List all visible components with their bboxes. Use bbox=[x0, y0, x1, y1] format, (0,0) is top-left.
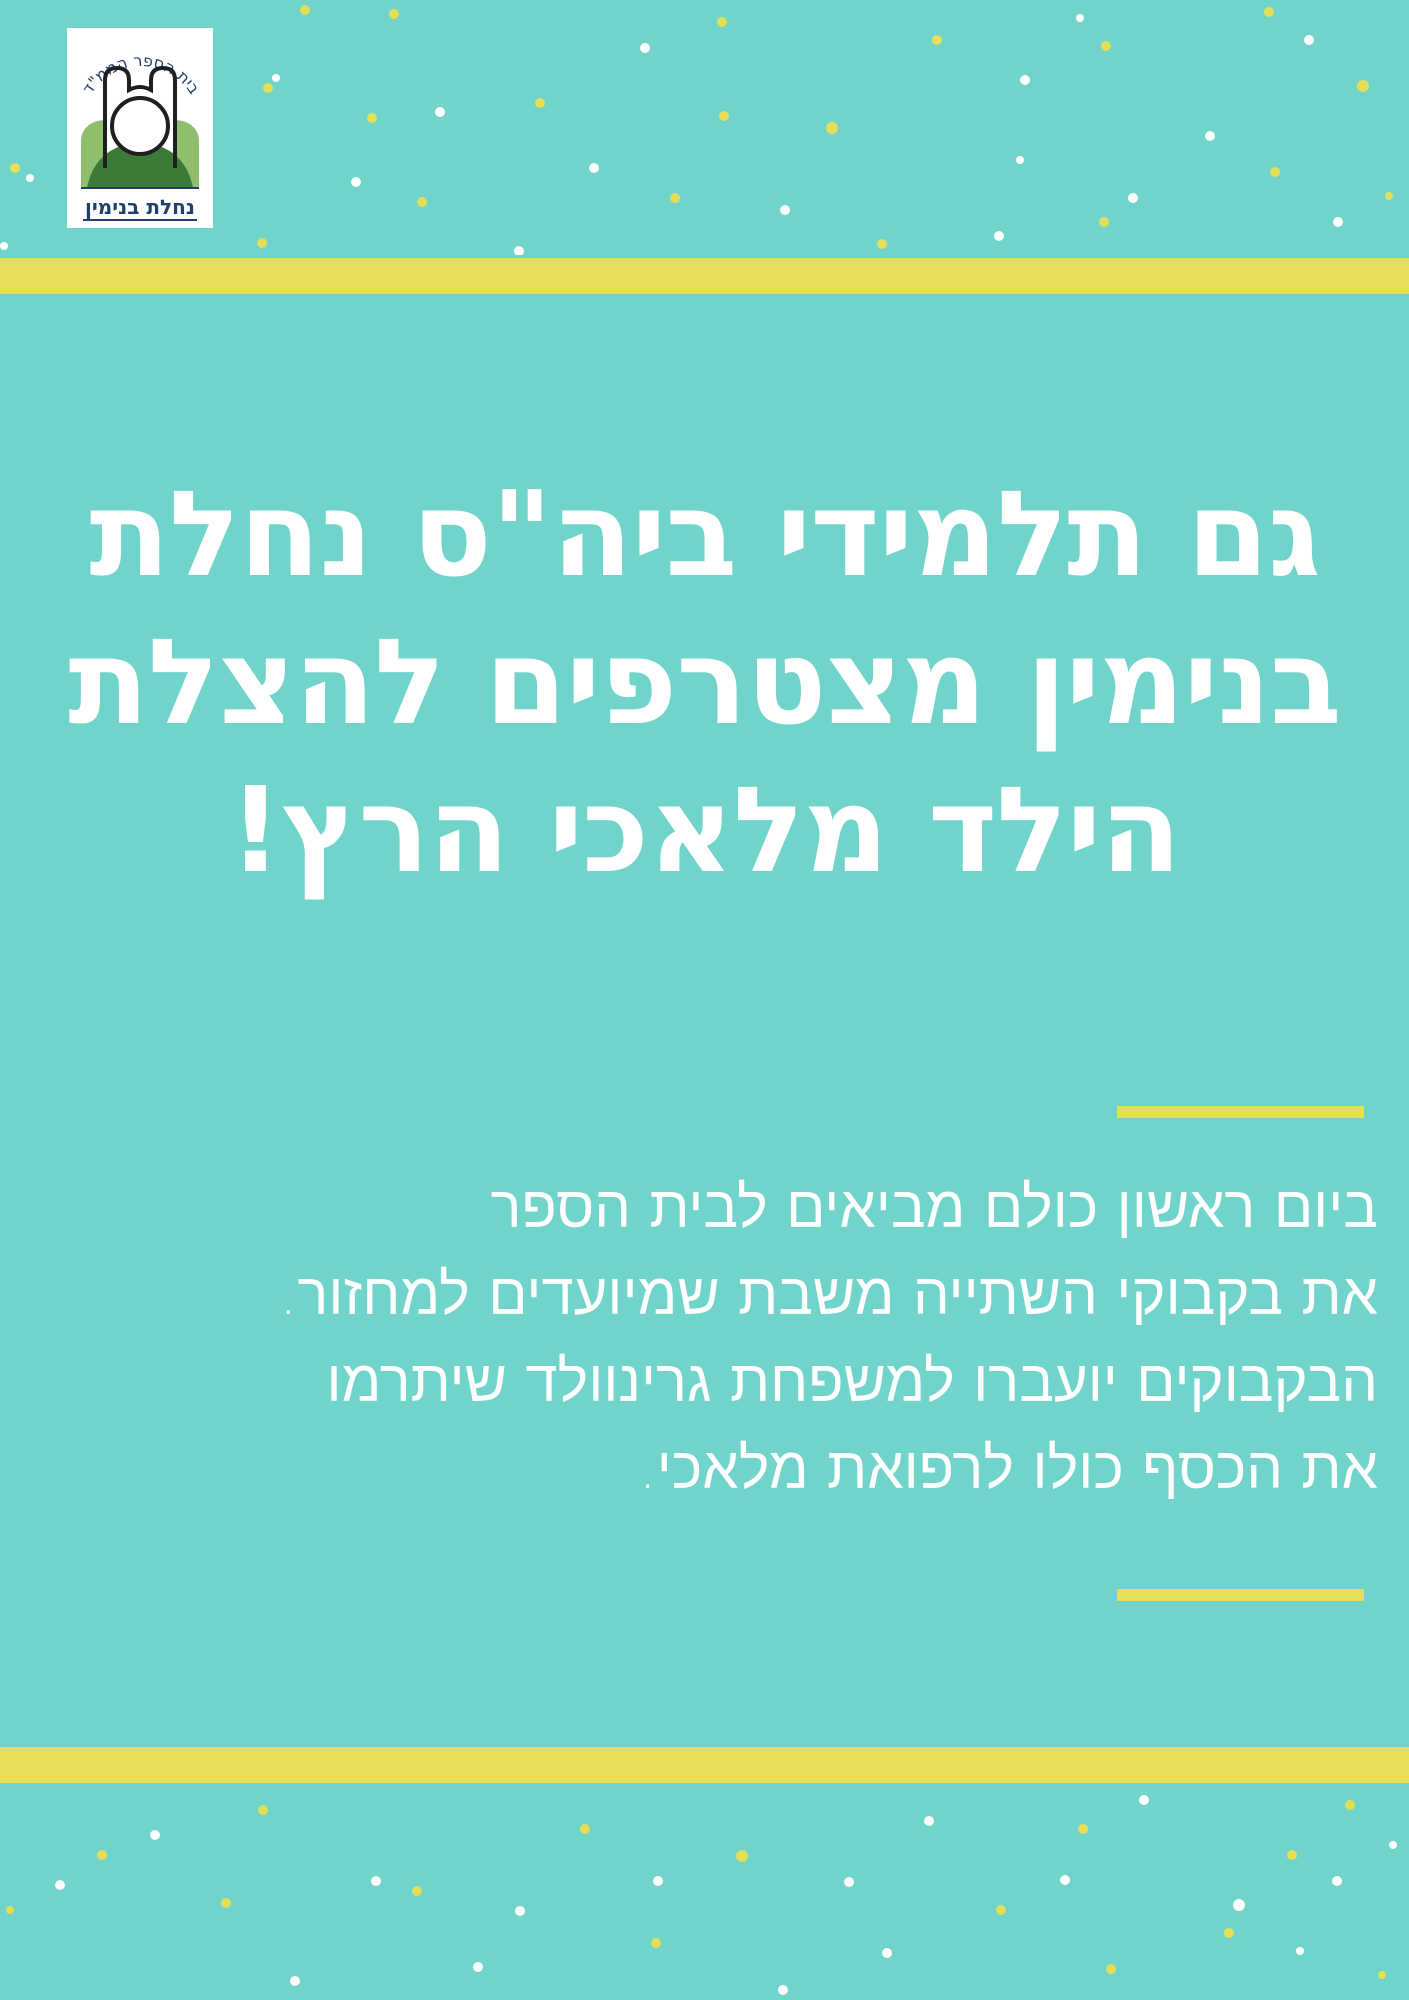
logo-arc-text: בית הספר הממ"ד bbox=[78, 50, 204, 98]
logo-head-circle bbox=[112, 98, 168, 154]
headline-line-1: גם תלמידי ביה"ס נחלת bbox=[89, 465, 1320, 603]
body-top-rule bbox=[1117, 1106, 1364, 1118]
logo-name: נחלת בנימין bbox=[85, 195, 195, 219]
body-line-1: ביום ראשון כולם מביאים לבית הספר bbox=[490, 1173, 1378, 1241]
bottom-accent-stripe bbox=[0, 1747, 1409, 1783]
top-accent-stripe bbox=[0, 258, 1409, 294]
body-line-3: הבקבוקים יועברו למשפחת גרינוולד שיתרמו bbox=[326, 1347, 1378, 1415]
body-paragraph bbox=[40, 1164, 1378, 1512]
school-logo bbox=[67, 28, 213, 228]
bottom-confetti-dots bbox=[0, 1785, 1409, 2000]
body-bottom-rule bbox=[1117, 1589, 1364, 1601]
headline bbox=[40, 460, 1369, 904]
body-line-4: את הכסף כולו לרפואת מלאכי. bbox=[638, 1434, 1378, 1502]
headline-line-3: הילד מלאכי הרץ! bbox=[228, 761, 1181, 899]
headline-line-2: בנימין מצטרפים להצלת bbox=[68, 613, 1341, 751]
body-line-2: את בקבוקי השתייה משבת שמיועדים למחזור. bbox=[278, 1260, 1378, 1328]
